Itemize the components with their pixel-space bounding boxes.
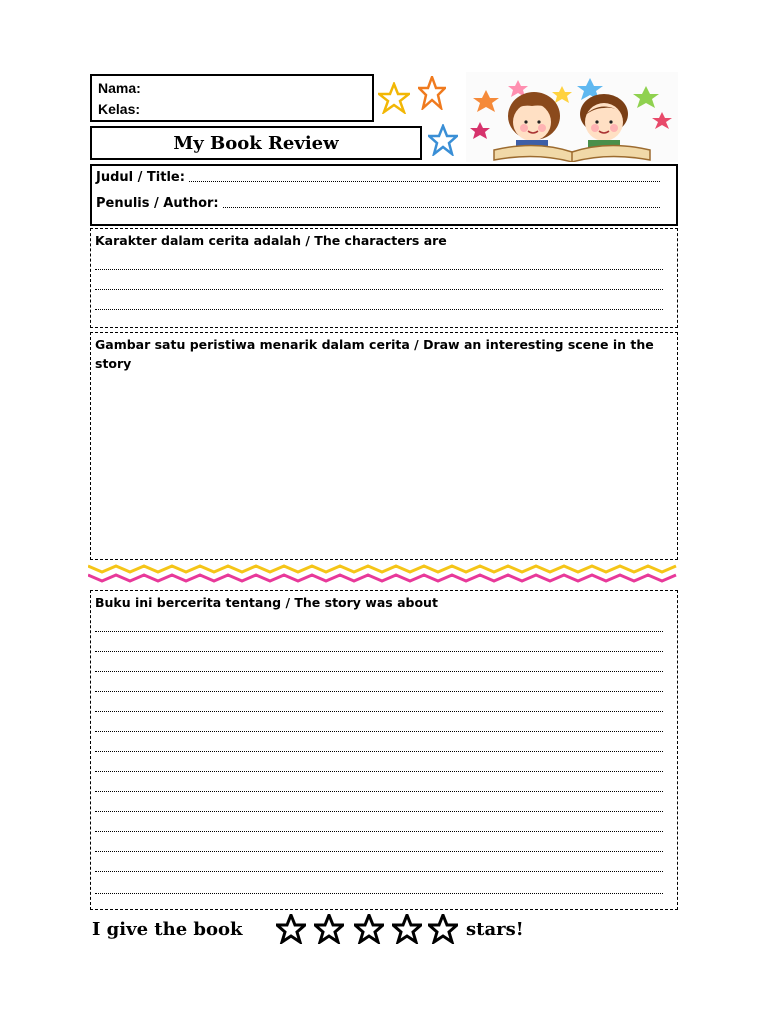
- title-dotted-line: [189, 180, 660, 182]
- rating-star-icon[interactable]: [392, 914, 422, 944]
- writing-line[interactable]: [95, 711, 663, 712]
- rating-star-icon[interactable]: [314, 914, 344, 944]
- writing-line[interactable]: [95, 893, 663, 894]
- rating-suffix: stars!: [466, 919, 524, 940]
- writing-line[interactable]: [95, 269, 663, 270]
- author-field[interactable]: [96, 196, 660, 211]
- rating-star-icon[interactable]: [428, 914, 458, 944]
- writing-line[interactable]: [95, 671, 663, 672]
- wavy-divider: [88, 560, 680, 588]
- title-field[interactable]: [96, 170, 660, 185]
- writing-line[interactable]: [95, 751, 663, 752]
- drawing-box[interactable]: [90, 332, 678, 560]
- author-label: Penulis / Author:: [96, 196, 219, 211]
- writing-line[interactable]: [95, 309, 663, 310]
- writing-line[interactable]: [95, 811, 663, 812]
- rating-prefix: I give the book: [92, 919, 243, 940]
- writing-line[interactable]: [95, 631, 663, 632]
- class-label: Kelas:: [98, 101, 141, 117]
- name-label: Nama:: [98, 80, 141, 96]
- summary-box: [90, 590, 678, 910]
- writing-line[interactable]: [95, 771, 663, 772]
- writing-line[interactable]: [95, 791, 663, 792]
- writing-line[interactable]: [95, 731, 663, 732]
- page-title-box: [90, 126, 422, 160]
- writing-line[interactable]: [95, 691, 663, 692]
- writing-line[interactable]: [95, 871, 663, 872]
- characters-box: [90, 228, 678, 328]
- characters-prompt: Karakter dalam cerita adalah / The characters are: [95, 233, 447, 248]
- writing-line[interactable]: [95, 651, 663, 652]
- writing-line[interactable]: [95, 851, 663, 852]
- star-icon: [378, 82, 410, 114]
- rating-star-icon[interactable]: [354, 914, 384, 944]
- name-class-box: [90, 74, 374, 122]
- kids-reading-illustration: [466, 72, 678, 162]
- star-icon: [418, 76, 446, 110]
- author-dotted-line: [223, 206, 660, 208]
- book-info-box: [90, 164, 678, 226]
- writing-line[interactable]: [95, 289, 663, 290]
- writing-line[interactable]: [95, 831, 663, 832]
- rating-star-icon[interactable]: [276, 914, 306, 944]
- rating-row: [92, 914, 692, 950]
- page-title: My Book Review: [173, 132, 339, 154]
- summary-prompt: Buku ini bercerita tentang / The story was about: [95, 595, 438, 610]
- star-icon: [428, 124, 458, 156]
- drawing-prompt: Gambar satu peristiwa menarik dalam cerita / Draw an interesting scene in the story: [95, 337, 654, 371]
- title-label: Judul / Title:: [96, 170, 185, 185]
